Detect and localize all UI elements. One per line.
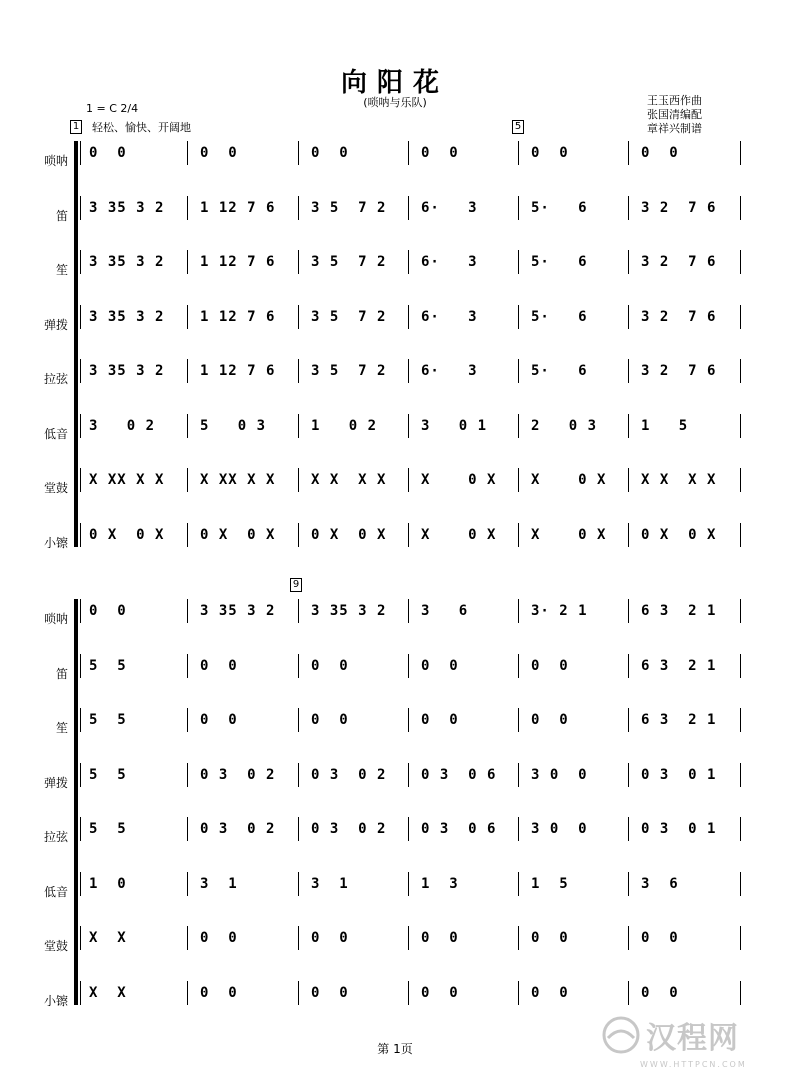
measure-notes: X X X X <box>311 472 387 488</box>
measure-notes: 6· 3 <box>421 199 478 216</box>
barline <box>628 305 629 329</box>
barline <box>408 305 409 329</box>
barline <box>187 981 188 1005</box>
barline <box>740 468 741 492</box>
barline <box>80 599 81 623</box>
watermark-logo-icon <box>600 1014 642 1056</box>
barline <box>408 468 409 492</box>
tempo-marking: 轻松、愉快、开阔地 <box>92 121 191 134</box>
barline <box>187 250 188 274</box>
barline <box>628 359 629 383</box>
measure-notes: 3 35 3 2 <box>89 199 165 216</box>
measure-notes: 6· 3 <box>421 254 478 270</box>
barline <box>740 523 741 547</box>
measure-notes: 0 0 <box>531 145 569 161</box>
measure-notes: 0 0 <box>311 712 349 728</box>
barline <box>740 872 741 896</box>
barline <box>187 654 188 678</box>
measure-notes: 0 0 <box>200 145 238 161</box>
barline <box>80 817 81 841</box>
barline <box>80 763 81 787</box>
measure-notes: 0 0 <box>531 657 569 674</box>
arranger-credit: 张国清编配 <box>647 108 702 121</box>
barline <box>628 817 629 841</box>
measure-notes: 6· 3 <box>421 363 478 379</box>
barline <box>740 817 741 841</box>
barline <box>740 414 741 438</box>
instrument-label: 笛 <box>55 208 68 223</box>
measure-notes: 0 3 0 6 <box>421 821 497 837</box>
barline <box>298 654 299 678</box>
page-number: 第 1页 <box>377 1042 413 1056</box>
barline <box>408 817 409 841</box>
measure-notes: 3 5 7 2 <box>311 363 387 379</box>
barline <box>298 981 299 1005</box>
barline <box>187 468 188 492</box>
measure-notes: 0 3 0 2 <box>311 766 387 783</box>
measure-notes: 1 3 <box>421 875 459 892</box>
measure-notes: 3 2 7 6 <box>641 308 717 325</box>
measure-notes: 6 3 2 1 <box>641 657 717 674</box>
barline <box>298 872 299 896</box>
barline <box>80 468 81 492</box>
barline <box>518 981 519 1005</box>
barline <box>518 599 519 623</box>
measure-notes: 0 0 <box>421 145 459 161</box>
barline <box>628 523 629 547</box>
barline <box>628 599 629 623</box>
measure-notes: 3 0 1 <box>421 417 488 434</box>
measure-notes: 3 6 <box>641 875 679 892</box>
barline <box>80 250 81 274</box>
measure-notes: 1 12 7 6 <box>200 308 276 325</box>
barline <box>628 141 629 165</box>
measure-notes: 0 X 0 X <box>200 526 276 543</box>
measure-notes: 3 35 3 2 <box>89 308 165 325</box>
barline <box>628 250 629 274</box>
barline <box>298 250 299 274</box>
barline <box>187 196 188 220</box>
barline <box>740 196 741 220</box>
barline <box>518 872 519 896</box>
measure-notes: 1 12 7 6 <box>200 199 276 216</box>
barline <box>628 468 629 492</box>
measure-notes: 0 X 0 X <box>641 526 717 543</box>
measure-notes: 0 0 <box>531 930 569 946</box>
measure-notes: 1 5 <box>641 417 689 434</box>
measure-notes: 0 0 <box>531 712 569 728</box>
measure-notes: 0 X 0 X <box>89 526 165 543</box>
barline <box>518 414 519 438</box>
barline <box>740 763 741 787</box>
measure-notes: 3 0 2 <box>89 417 156 434</box>
barline <box>518 141 519 165</box>
barline <box>408 981 409 1005</box>
score-title: 向阳花 <box>340 68 449 98</box>
measure-notes: X 0 X <box>531 526 607 543</box>
instrument-label: 笙 <box>55 263 68 277</box>
barline <box>408 250 409 274</box>
measure-notes: 0 0 <box>200 984 238 1001</box>
instrument-label: 唢呐 <box>43 612 68 626</box>
barline <box>298 468 299 492</box>
measure-notes: X X <box>89 930 127 946</box>
measure-notes: 3 35 3 2 <box>89 254 165 270</box>
barline <box>408 708 409 732</box>
barline <box>408 599 409 623</box>
measure-notes: 5· 6 <box>531 363 588 379</box>
measure-notes: 0 3 0 1 <box>641 766 717 783</box>
watermark-url: WWW.HTTPCN.COM <box>640 1060 747 1069</box>
measure-notes: 1 5 <box>531 875 569 892</box>
measure-notes: 0 0 <box>421 930 459 946</box>
measure-notes: 5 5 <box>89 766 127 783</box>
barline <box>628 763 629 787</box>
measure-notes: 3 35 3 2 <box>89 363 165 379</box>
barline <box>298 926 299 950</box>
measure-notes: 0 0 <box>311 930 349 946</box>
barline <box>187 763 188 787</box>
instrument-label: 堂鼓 <box>43 481 68 495</box>
measure-notes: 0 0 <box>421 712 459 728</box>
measure-notes: 0 0 <box>200 930 238 946</box>
barline <box>740 981 741 1005</box>
barline <box>298 359 299 383</box>
measure-notes: 3 6 <box>421 603 469 619</box>
measure-notes: 0 0 <box>641 145 679 161</box>
measure-notes: 1 12 7 6 <box>200 363 276 379</box>
rehearsal-mark-5: 5 <box>512 120 524 134</box>
measure-notes: 1 0 2 <box>311 417 378 434</box>
measure-notes: 5 5 <box>89 657 127 674</box>
barline <box>298 523 299 547</box>
measure-notes: 3 1 <box>311 875 349 892</box>
measure-notes: 3 2 7 6 <box>641 254 717 270</box>
watermark-brand: 汉程网 <box>646 1021 739 1056</box>
measure-notes: X X <box>89 984 127 1001</box>
barline <box>187 523 188 547</box>
barline <box>518 926 519 950</box>
instrument-label: 唢呐 <box>43 154 68 168</box>
barline <box>408 523 409 547</box>
measure-notes: X 0 X <box>421 526 497 543</box>
measure-notes: 1 12 7 6 <box>200 254 276 270</box>
barline <box>628 708 629 732</box>
barline <box>80 708 81 732</box>
instrument-label: 小镲 <box>43 993 68 1008</box>
barline <box>518 359 519 383</box>
measure-notes: 3 35 3 2 <box>311 603 387 619</box>
barline <box>298 763 299 787</box>
barline <box>298 708 299 732</box>
barline <box>187 708 188 732</box>
barline <box>187 305 188 329</box>
measure-notes: 3 5 7 2 <box>311 308 387 325</box>
measure-notes: 3 0 0 <box>531 766 588 783</box>
measure-notes: 5 0 3 <box>200 417 267 434</box>
barline <box>187 872 188 896</box>
measure-notes: 5· 6 <box>531 199 588 216</box>
measure-notes: 1 0 <box>89 875 127 892</box>
measure-notes: X XX X X <box>200 472 276 488</box>
measure-notes: 3 5 7 2 <box>311 199 387 216</box>
score-subtitle: (唢呐与乐队) <box>363 96 427 109</box>
credits <box>647 94 702 136</box>
barline <box>740 708 741 732</box>
measure-notes: 0 0 <box>641 930 679 946</box>
barline <box>80 981 81 1005</box>
barline <box>298 305 299 329</box>
system-brace <box>74 599 78 1005</box>
measure-notes: X 0 X <box>421 472 497 488</box>
barline <box>518 763 519 787</box>
barline <box>740 305 741 329</box>
measure-notes: 0 0 <box>311 657 349 674</box>
barline <box>187 414 188 438</box>
barline <box>80 305 81 329</box>
measure-notes: 0 0 <box>641 984 679 1001</box>
barline <box>80 654 81 678</box>
barline <box>298 414 299 438</box>
barline <box>408 196 409 220</box>
measure-notes: 0 0 <box>531 984 569 1001</box>
rehearsal-mark-1: 1 <box>70 120 82 134</box>
barline <box>298 196 299 220</box>
instrument-label: 小镲 <box>43 535 68 550</box>
measure-notes: 5· 6 <box>531 254 588 270</box>
composer-credit: 王玉西作曲 <box>647 94 702 107</box>
measure-notes: 3 2 7 6 <box>641 363 717 379</box>
measure-notes: 0 0 <box>89 145 127 161</box>
barline <box>518 196 519 220</box>
barline <box>518 468 519 492</box>
measure-notes: 3 5 7 2 <box>311 254 387 270</box>
barline <box>298 817 299 841</box>
instrument-label: 堂鼓 <box>43 939 68 953</box>
barline <box>740 654 741 678</box>
barline <box>518 708 519 732</box>
instrument-label: 低音 <box>43 884 68 899</box>
barline <box>408 359 409 383</box>
measure-notes: 0 0 <box>311 145 349 161</box>
measure-notes: 0 0 <box>200 657 238 674</box>
system-brace <box>74 141 78 547</box>
barline <box>187 359 188 383</box>
instrument-label: 笛 <box>55 666 68 681</box>
measure-notes: 0 3 0 2 <box>200 766 276 783</box>
barline <box>80 359 81 383</box>
barline <box>187 599 188 623</box>
barline <box>80 926 81 950</box>
barline <box>80 141 81 165</box>
barline <box>80 872 81 896</box>
measure-notes: 3 2 7 6 <box>641 199 717 216</box>
barline <box>628 926 629 950</box>
measure-notes: 0 0 <box>311 984 349 1001</box>
barline <box>298 141 299 165</box>
measure-notes: 0 3 0 6 <box>421 766 497 783</box>
measure-notes: 0 X 0 X <box>311 526 387 543</box>
barline <box>408 763 409 787</box>
measure-notes: 3 1 <box>200 875 238 892</box>
barline <box>740 141 741 165</box>
barline <box>518 654 519 678</box>
barline <box>518 305 519 329</box>
barline <box>80 523 81 547</box>
barline <box>408 926 409 950</box>
measure-notes: 0 0 <box>421 984 459 1001</box>
barline <box>80 196 81 220</box>
barline <box>408 414 409 438</box>
barline <box>518 817 519 841</box>
barline <box>740 599 741 623</box>
barline <box>518 250 519 274</box>
barline <box>740 359 741 383</box>
barline <box>518 523 519 547</box>
measure-notes: 0 3 0 2 <box>200 821 276 837</box>
barline <box>408 654 409 678</box>
barline <box>408 141 409 165</box>
barline <box>628 872 629 896</box>
rehearsal-mark-9: 9 <box>290 578 302 592</box>
instrument-label: 拉弦 <box>43 372 68 386</box>
barline <box>740 926 741 950</box>
measure-notes: 0 3 0 2 <box>311 821 387 837</box>
measure-notes: 3· 2 1 <box>531 603 588 619</box>
measure-notes: X XX X X <box>89 472 165 488</box>
barline <box>628 196 629 220</box>
measure-notes: 3 35 3 2 <box>200 603 276 619</box>
instrument-label: 弹拨 <box>43 775 68 790</box>
measure-notes: 0 3 0 1 <box>641 821 717 837</box>
barline <box>408 872 409 896</box>
measure-notes: 6 3 2 1 <box>641 603 717 619</box>
measure-notes: 3 0 0 <box>531 821 588 837</box>
measure-notes: 5 5 <box>89 712 127 728</box>
measure-notes: 0 0 <box>89 603 127 619</box>
measure-notes: 5· 6 <box>531 308 588 325</box>
instrument-label: 笙 <box>55 721 68 735</box>
barline <box>187 817 188 841</box>
barline <box>80 414 81 438</box>
barline <box>187 926 188 950</box>
barline <box>740 250 741 274</box>
instrument-label: 拉弦 <box>43 830 68 844</box>
measure-notes: 6· 3 <box>421 308 478 325</box>
measure-notes: 2 0 3 <box>531 417 598 434</box>
transcriber-credit: 章祥兴制谱 <box>647 122 702 135</box>
barline <box>628 654 629 678</box>
measure-notes: 0 0 <box>200 712 238 728</box>
measure-notes: 5 5 <box>89 821 127 837</box>
measure-notes: 6 3 2 1 <box>641 712 717 728</box>
barline <box>628 981 629 1005</box>
instrument-label: 弹拨 <box>43 317 68 332</box>
measure-notes: X 0 X <box>531 472 607 488</box>
instrument-label: 低音 <box>43 426 68 441</box>
barline <box>187 141 188 165</box>
key-signature: 1 = C 2/4 <box>86 102 139 115</box>
barline <box>628 414 629 438</box>
barline <box>298 599 299 623</box>
measure-notes: 0 0 <box>421 657 459 674</box>
measure-notes: X X X X <box>641 472 717 488</box>
